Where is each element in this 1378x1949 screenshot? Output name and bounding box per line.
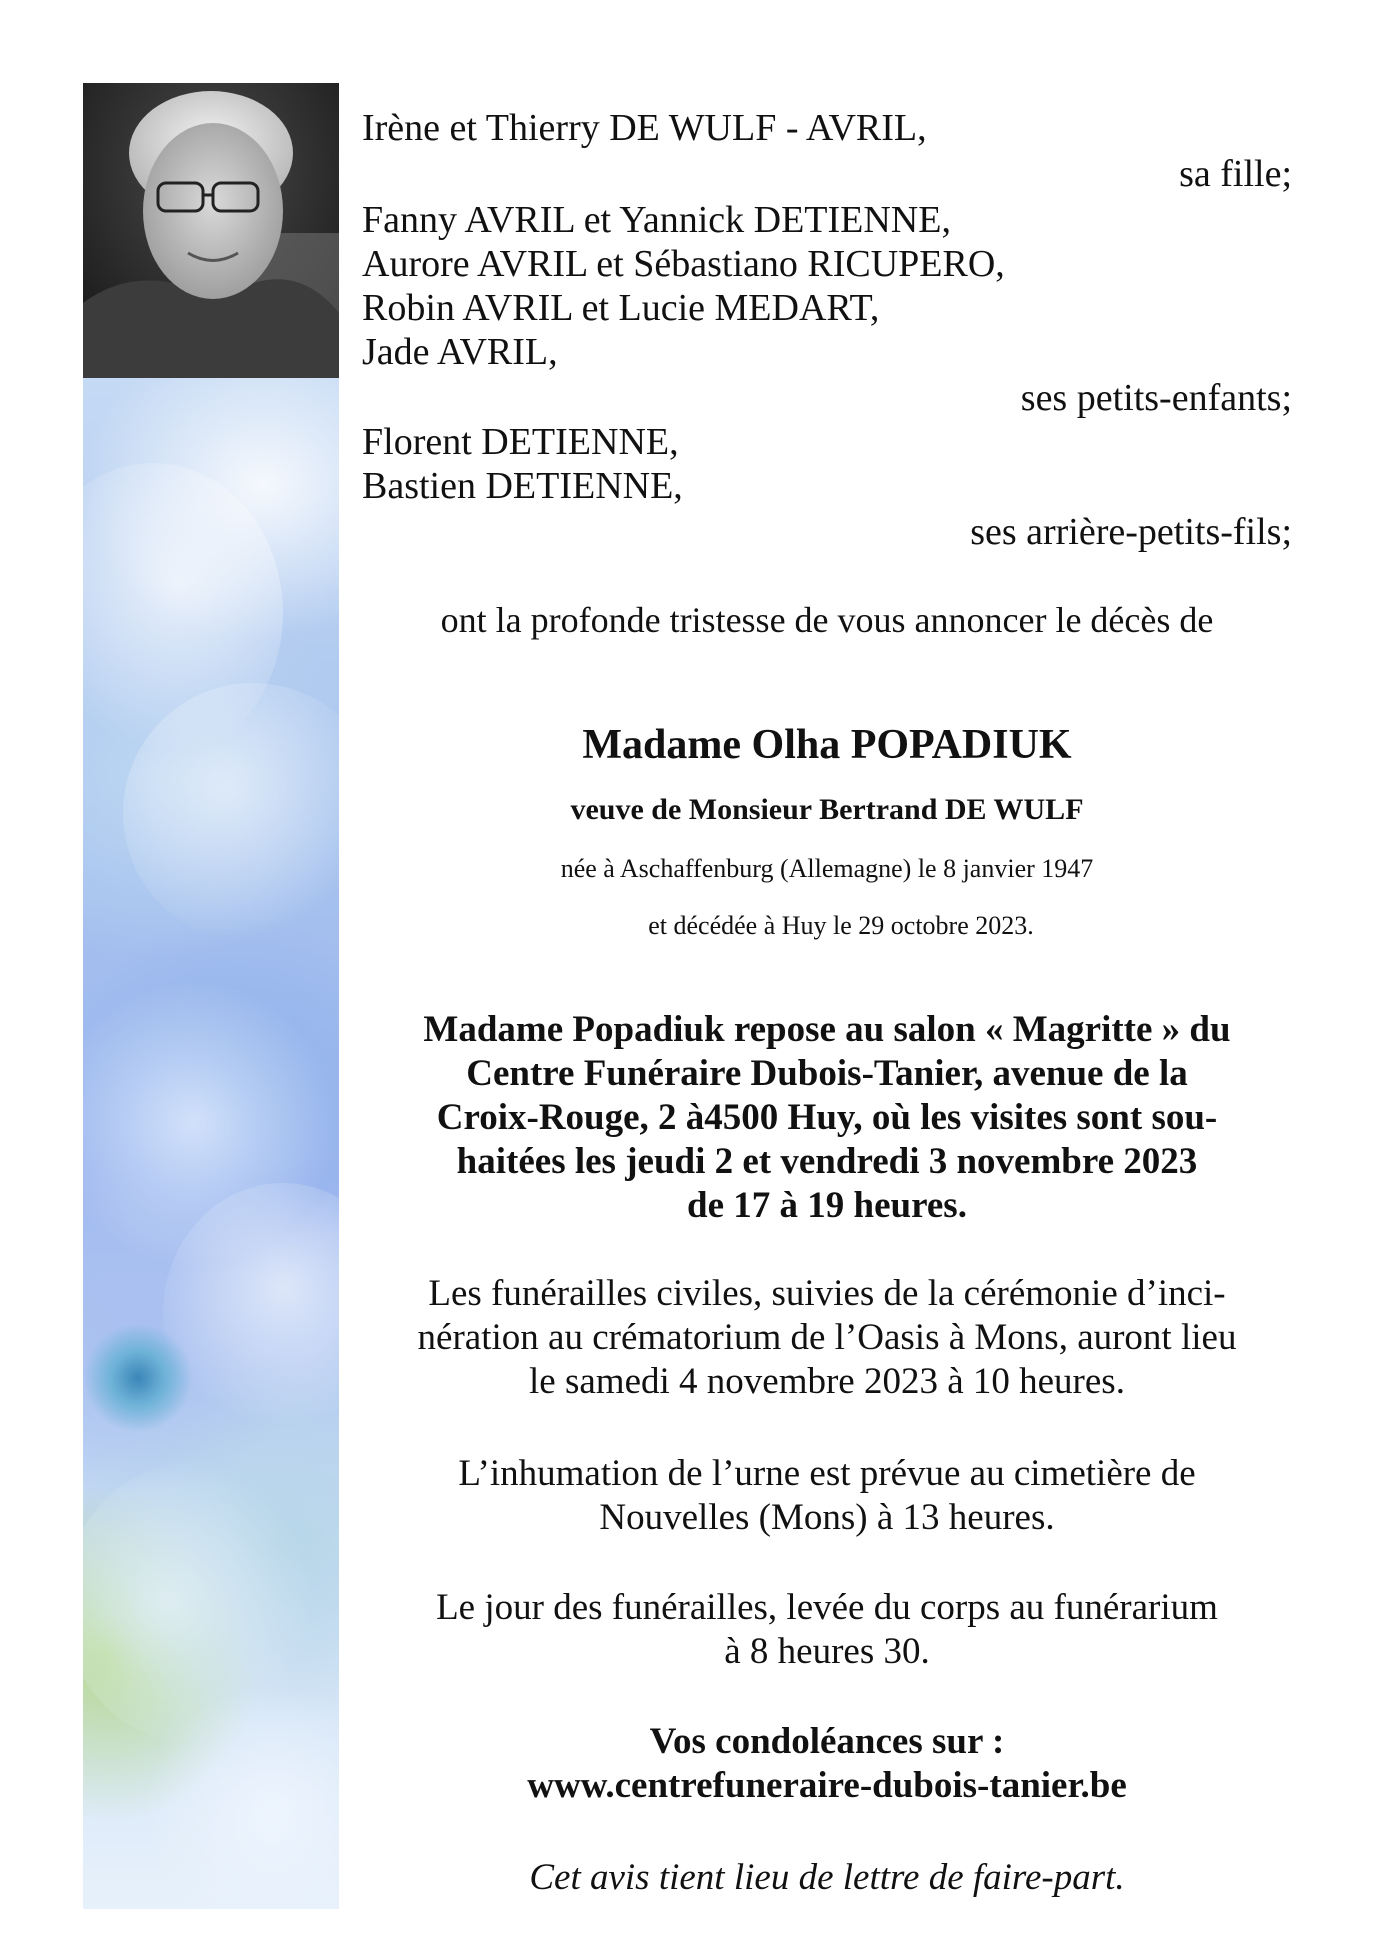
great-grandchildren-role: ses arrière-petits-fils; [970, 511, 1292, 553]
funeral-line: Les funérailles civiles, suivies de la cérémonie d’inci- [428, 1273, 1226, 1314]
grandchildren-role: ses petits-enfants; [1020, 377, 1292, 419]
visitation-line: de 17 à 19 heures. [687, 1185, 967, 1226]
birth-info: née à Aschaffenburg (Allemagne) le 8 janvier 1947 [560, 854, 1094, 883]
portrait-photo [83, 83, 339, 378]
grandchild-line: Fanny AVRIL et Yannick DETIENNE, [362, 199, 951, 241]
burial-line: L’inhumation de l’urne est prévue au cimetière de [458, 1453, 1196, 1494]
funeral-line: le samedi 4 novembre 2023 à 10 heures. [529, 1361, 1125, 1402]
condolences-website-link[interactable]: www.centrefuneraire-dubois-tanier.be [527, 1765, 1127, 1806]
visitation-line: Centre Funéraire Dubois-Tanier, avenue de la [466, 1053, 1188, 1094]
visitation-line: Madame Popadiuk repose au salon « Magritte » du [423, 1009, 1231, 1050]
death-info: et décédée à Huy le 29 octobre 2023. [648, 911, 1034, 940]
footer-note: Cet avis tient lieu de lettre de faire-part. [529, 1857, 1125, 1898]
funeral-line: nération au crématorium de l’Oasis à Mons, auront lieu [417, 1317, 1237, 1358]
daughter-role: sa fille; [1179, 153, 1292, 195]
great-grandchild-line: Florent DETIENNE, [362, 421, 679, 463]
burial-line: Nouvelles (Mons) à 13 heures. [599, 1497, 1055, 1538]
grandchild-line: Aurore AVRIL et Sébastiano RICUPERO, [362, 243, 1005, 285]
grandchild-line: Robin AVRIL et Lucie MEDART, [362, 287, 880, 329]
announcement-text: ont la profonde tristesse de vous annoncer le décès de [440, 600, 1214, 640]
daughter-line: Irène et Thierry DE WULF - AVRIL, [362, 107, 927, 149]
departure-line: à 8 heures 30. [724, 1631, 930, 1672]
great-grandchild-line: Bastien DETIENNE, [362, 465, 683, 507]
condolences-label: Vos condoléances sur : [649, 1721, 1005, 1762]
deceased-spouse: veuve de Monsieur Bertrand DE WULF [570, 793, 1084, 826]
grandchild-line: Jade AVRIL, [362, 331, 558, 373]
visitation-line: Croix-Rouge, 2 à4500 Huy, où les visites sont sou- [436, 1097, 1218, 1138]
deceased-name: Madame Olha POPADIUK [582, 722, 1072, 768]
visitation-line: haitées les jeudi 2 et vendredi 3 novembre 2023 [456, 1141, 1198, 1182]
departure-line: Le jour des funérailles, levée du corps au funérarium [436, 1587, 1218, 1628]
